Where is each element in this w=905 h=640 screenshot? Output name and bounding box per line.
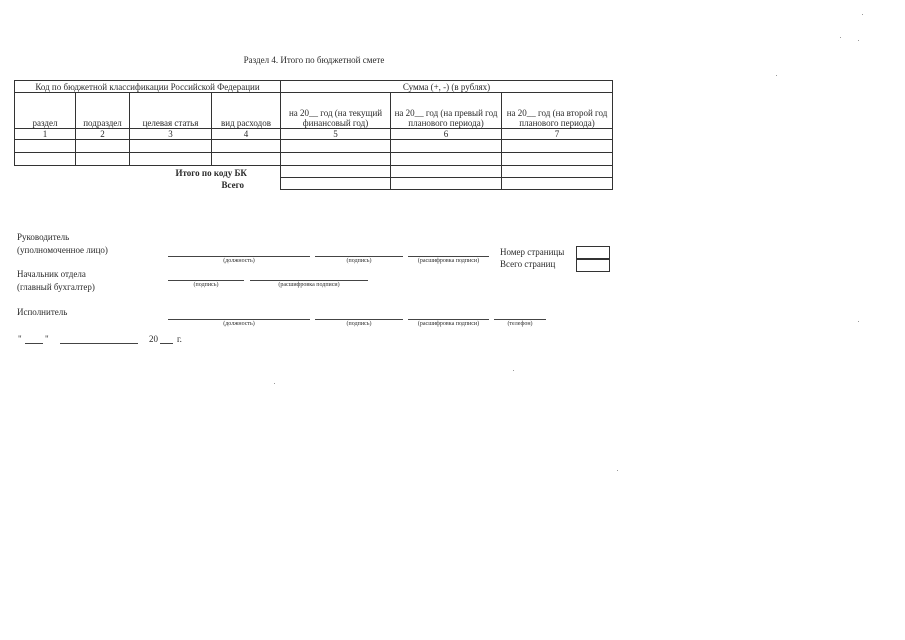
scan-speck (513, 370, 514, 371)
column-number: 6 (391, 129, 502, 140)
date-quote-open: " (18, 334, 22, 344)
column-header-expense-type: вид расходов (212, 93, 281, 129)
column-number: 4 (212, 129, 281, 140)
total-pages-label: Всего страниц (500, 259, 556, 269)
chief-sublabel: (главный бухгалтер) (17, 282, 95, 292)
date-month-line (60, 343, 138, 344)
table-cell (502, 153, 613, 166)
scan-speck (862, 14, 863, 15)
chief-decoding-caption: (расшифровка подписи) (278, 282, 340, 288)
head-decoding-line (408, 256, 489, 257)
head-decoding-caption: (расшифровка подписи) (417, 258, 480, 264)
column-number: 3 (130, 129, 212, 140)
chief-decoding-line (250, 280, 368, 281)
page-number-label: Номер страницы (500, 247, 565, 257)
table-cell (391, 166, 502, 178)
totals-all-label: Всего (221, 179, 244, 190)
table-row (15, 153, 613, 166)
table-cell (76, 153, 130, 166)
chief-signature-line (168, 280, 244, 281)
column-header-first-plan-year: на 20__ год (на превый год планового периода) (391, 93, 502, 129)
column-number: 1 (15, 129, 76, 140)
executor-phone-caption: (телефон) (507, 321, 533, 327)
table-cell (502, 166, 613, 178)
table-cell (212, 153, 281, 166)
column-number: 7 (502, 129, 613, 140)
totals-row-all (15, 178, 613, 190)
column-header-second-plan-year: на 20__ год (на второй год планового периода) (502, 93, 613, 129)
table-cell (212, 140, 281, 153)
chief-label: Начальник отдела (17, 269, 86, 279)
page-title: Раздел 4. Итого по бюджетной смете (243, 55, 385, 65)
head-label: Руководитель (17, 232, 70, 242)
table-cell (130, 140, 212, 153)
table-cell (391, 140, 502, 153)
column-header-section: раздел (15, 93, 76, 129)
table-cell (281, 140, 391, 153)
table-cell (76, 140, 130, 153)
scan-speck (776, 75, 777, 76)
date-year-suffix: г. (177, 334, 182, 344)
date-year-prefix: 20 (149, 334, 158, 344)
head-sublabel: (уполномоченное лицо) (17, 245, 108, 255)
executor-position-line (168, 319, 310, 320)
table-cell (391, 178, 502, 190)
executor-position-caption: (должность) (223, 321, 255, 327)
scan-speck (617, 470, 618, 471)
column-number: 2 (76, 129, 130, 140)
executor-decoding-caption: (расшифровка подписи) (417, 321, 480, 327)
table-cell (391, 153, 502, 166)
date-quote-close: " (45, 334, 49, 344)
scan-speck (274, 383, 275, 384)
table-cell (281, 178, 391, 190)
totals-row-by-code (15, 166, 613, 178)
table-cell (502, 140, 613, 153)
scan-speck (840, 37, 841, 38)
table-cell (281, 153, 391, 166)
executor-decoding-line (408, 319, 489, 320)
date-day-line (25, 343, 43, 344)
head-position-line (168, 256, 310, 257)
budget-estimate-table (14, 80, 613, 190)
table-cell (15, 153, 76, 166)
sum-group-header: Сумма (+, -) (в рублях) (281, 81, 613, 93)
column-number: 5 (281, 129, 391, 140)
total-pages-box (576, 259, 610, 272)
table-row (15, 140, 613, 153)
executor-phone-line (494, 319, 546, 320)
head-signature-line (315, 256, 403, 257)
column-header-target-article: целевая статья (130, 93, 212, 129)
table-cell (281, 166, 391, 178)
page-number-box (576, 246, 610, 259)
date-year-line (160, 343, 173, 344)
scan-speck (858, 40, 859, 41)
table-cell (15, 140, 76, 153)
table-cell (502, 178, 613, 190)
scan-speck (858, 321, 859, 322)
column-header-subsection: подраздел (76, 93, 130, 129)
executor-signature-line (315, 319, 403, 320)
head-position-caption: (должность) (223, 258, 255, 264)
chief-signature-caption: (подпись) (193, 282, 219, 288)
column-header-current-year: на 20__ год (на текущий финансовый год) (281, 93, 391, 129)
table-cell (130, 153, 212, 166)
executor-signature-caption: (подпись) (346, 321, 372, 327)
executor-label: Исполнитель (17, 307, 68, 317)
classification-group-header: Код по бюджетной классификации Российской Федерации (15, 81, 281, 93)
totals-by-code-label: Итого по коду БК (175, 167, 247, 178)
head-signature-caption: (подпись) (346, 258, 372, 264)
